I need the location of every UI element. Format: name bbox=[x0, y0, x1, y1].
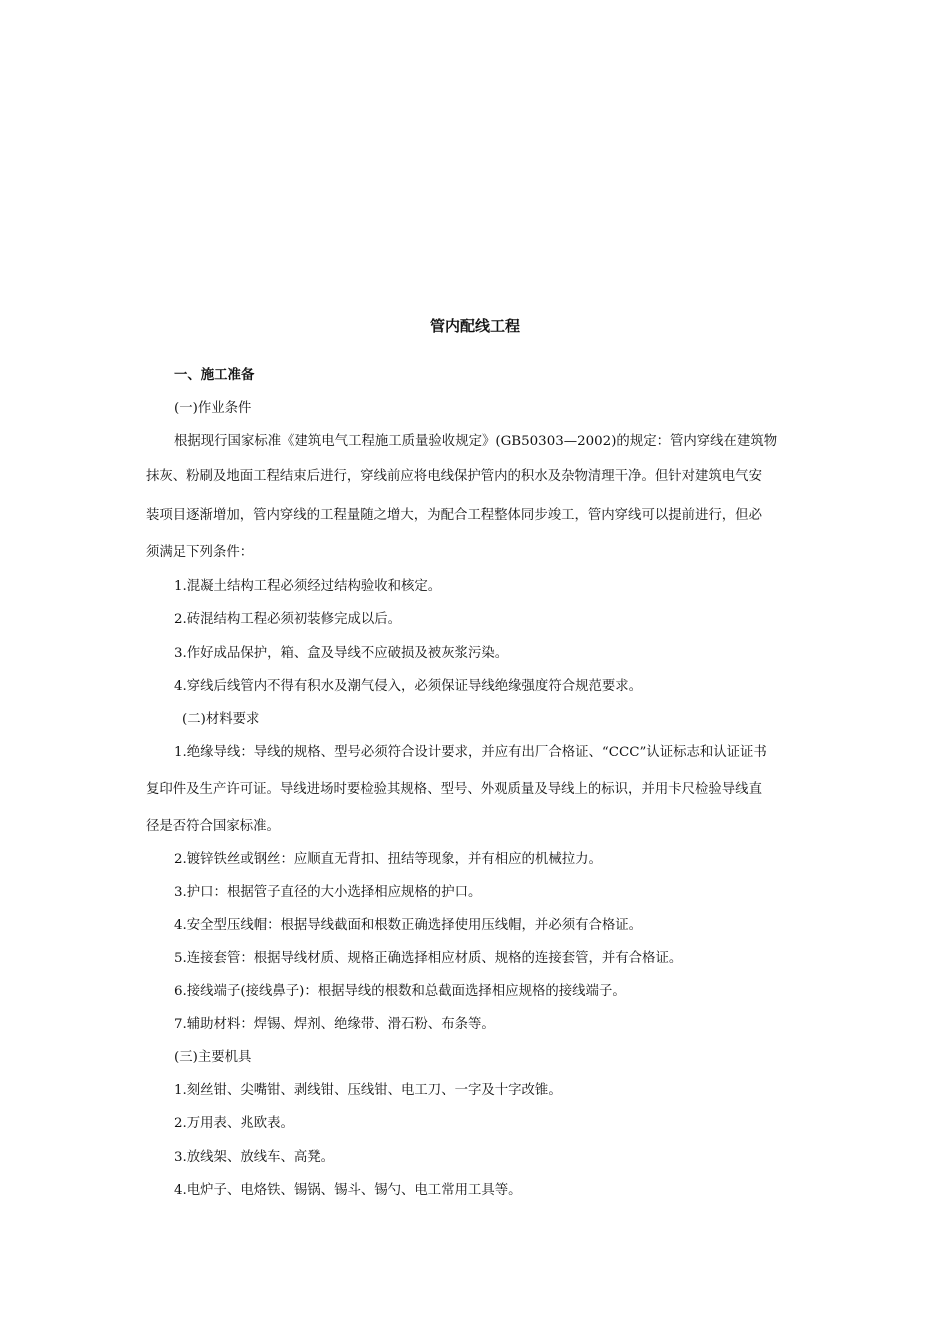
list-item: 7.辅助材料：焊锡、焊剂、绝缘带、滑石粉、布条等。 bbox=[174, 1017, 495, 1032]
section-heading-preparation: 一、施工准备 bbox=[174, 368, 255, 383]
paragraph-line: 装项目逐渐增加，管内穿线的工程量随之增大，为配合工程整体同步竣工，管内穿线可以提前进行，但必 bbox=[146, 508, 762, 523]
list-item: 2.镀锌铁丝或钢丝：应顺直无背扣、扭结等现象，并有相应的机械拉力。 bbox=[174, 852, 602, 867]
paragraph-line: 复印件及生产许可证。导线进场时要检验其规格、型号、外观质量及导线上的标识，并用卡尺检验导线直 bbox=[146, 782, 762, 797]
list-item: 4.穿线后线管内不得有积水及潮气侵入，必须保证导线绝缘强度符合规范要求。 bbox=[174, 679, 643, 694]
subheading-work-conditions: (一)作业条件 bbox=[174, 401, 252, 416]
paragraph-line: 径是否符合国家标准。 bbox=[146, 819, 280, 834]
paragraph-line: 须满足下列条件： bbox=[146, 545, 254, 560]
subheading-main-tools: (三)主要机具 bbox=[174, 1050, 252, 1065]
list-item: 2.砖混结构工程必须初装修完成以后。 bbox=[174, 612, 402, 627]
list-item: 1.刻丝钳、尖嘴钳、剥线钳、压线钳、电工刀、一字及十字改锥。 bbox=[174, 1083, 562, 1098]
list-item: 6.接线端子(接线鼻子)：根据导线的根数和总截面选择相应规格的接线端子。 bbox=[174, 984, 626, 999]
paragraph-line: 1.绝缘导线：导线的规格、型号必须符合设计要求，并应有出厂合格证、“CCC”认证标志和认证证书 bbox=[174, 745, 767, 760]
list-item: 5.连接套管：根据导线材质、规格正确选择相应材质、规格的连接套管，并有合格证。 bbox=[174, 951, 683, 966]
paragraph-line: 根据现行国家标准《建筑电气工程施工质量验收规定》(GB50303—2002)的规定：管内穿线在建筑物 bbox=[174, 434, 778, 449]
paragraph-line: 抹灰、粉刷及地面工程结束后进行，穿线前应将电线保护管内的积水及杂物清理干净。但针对建筑电气安 bbox=[146, 469, 762, 484]
list-item: 3.护口：根据管子直径的大小选择相应规格的护口。 bbox=[174, 885, 482, 900]
list-item: 2.万用表、兆欧表。 bbox=[174, 1116, 294, 1131]
list-item: 4.电炉子、电烙铁、锡锅、锡斗、锡勺、电工常用工具等。 bbox=[174, 1183, 522, 1198]
list-item: 4.安全型压线帽：根据导线截面和根数正确选择使用压线帽，并必须有合格证。 bbox=[174, 918, 643, 933]
list-item: 1.混凝土结构工程必须经过结构验收和核定。 bbox=[174, 579, 442, 594]
list-item: 3.放线架、放线车、高凳。 bbox=[174, 1150, 335, 1165]
subheading-material-requirements: (二)材料要求 bbox=[182, 712, 260, 727]
list-item: 3.作好成品保护，箱、盒及导线不应破损及被灰浆污染。 bbox=[174, 646, 509, 661]
document-title: 管内配线工程 bbox=[429, 317, 520, 335]
